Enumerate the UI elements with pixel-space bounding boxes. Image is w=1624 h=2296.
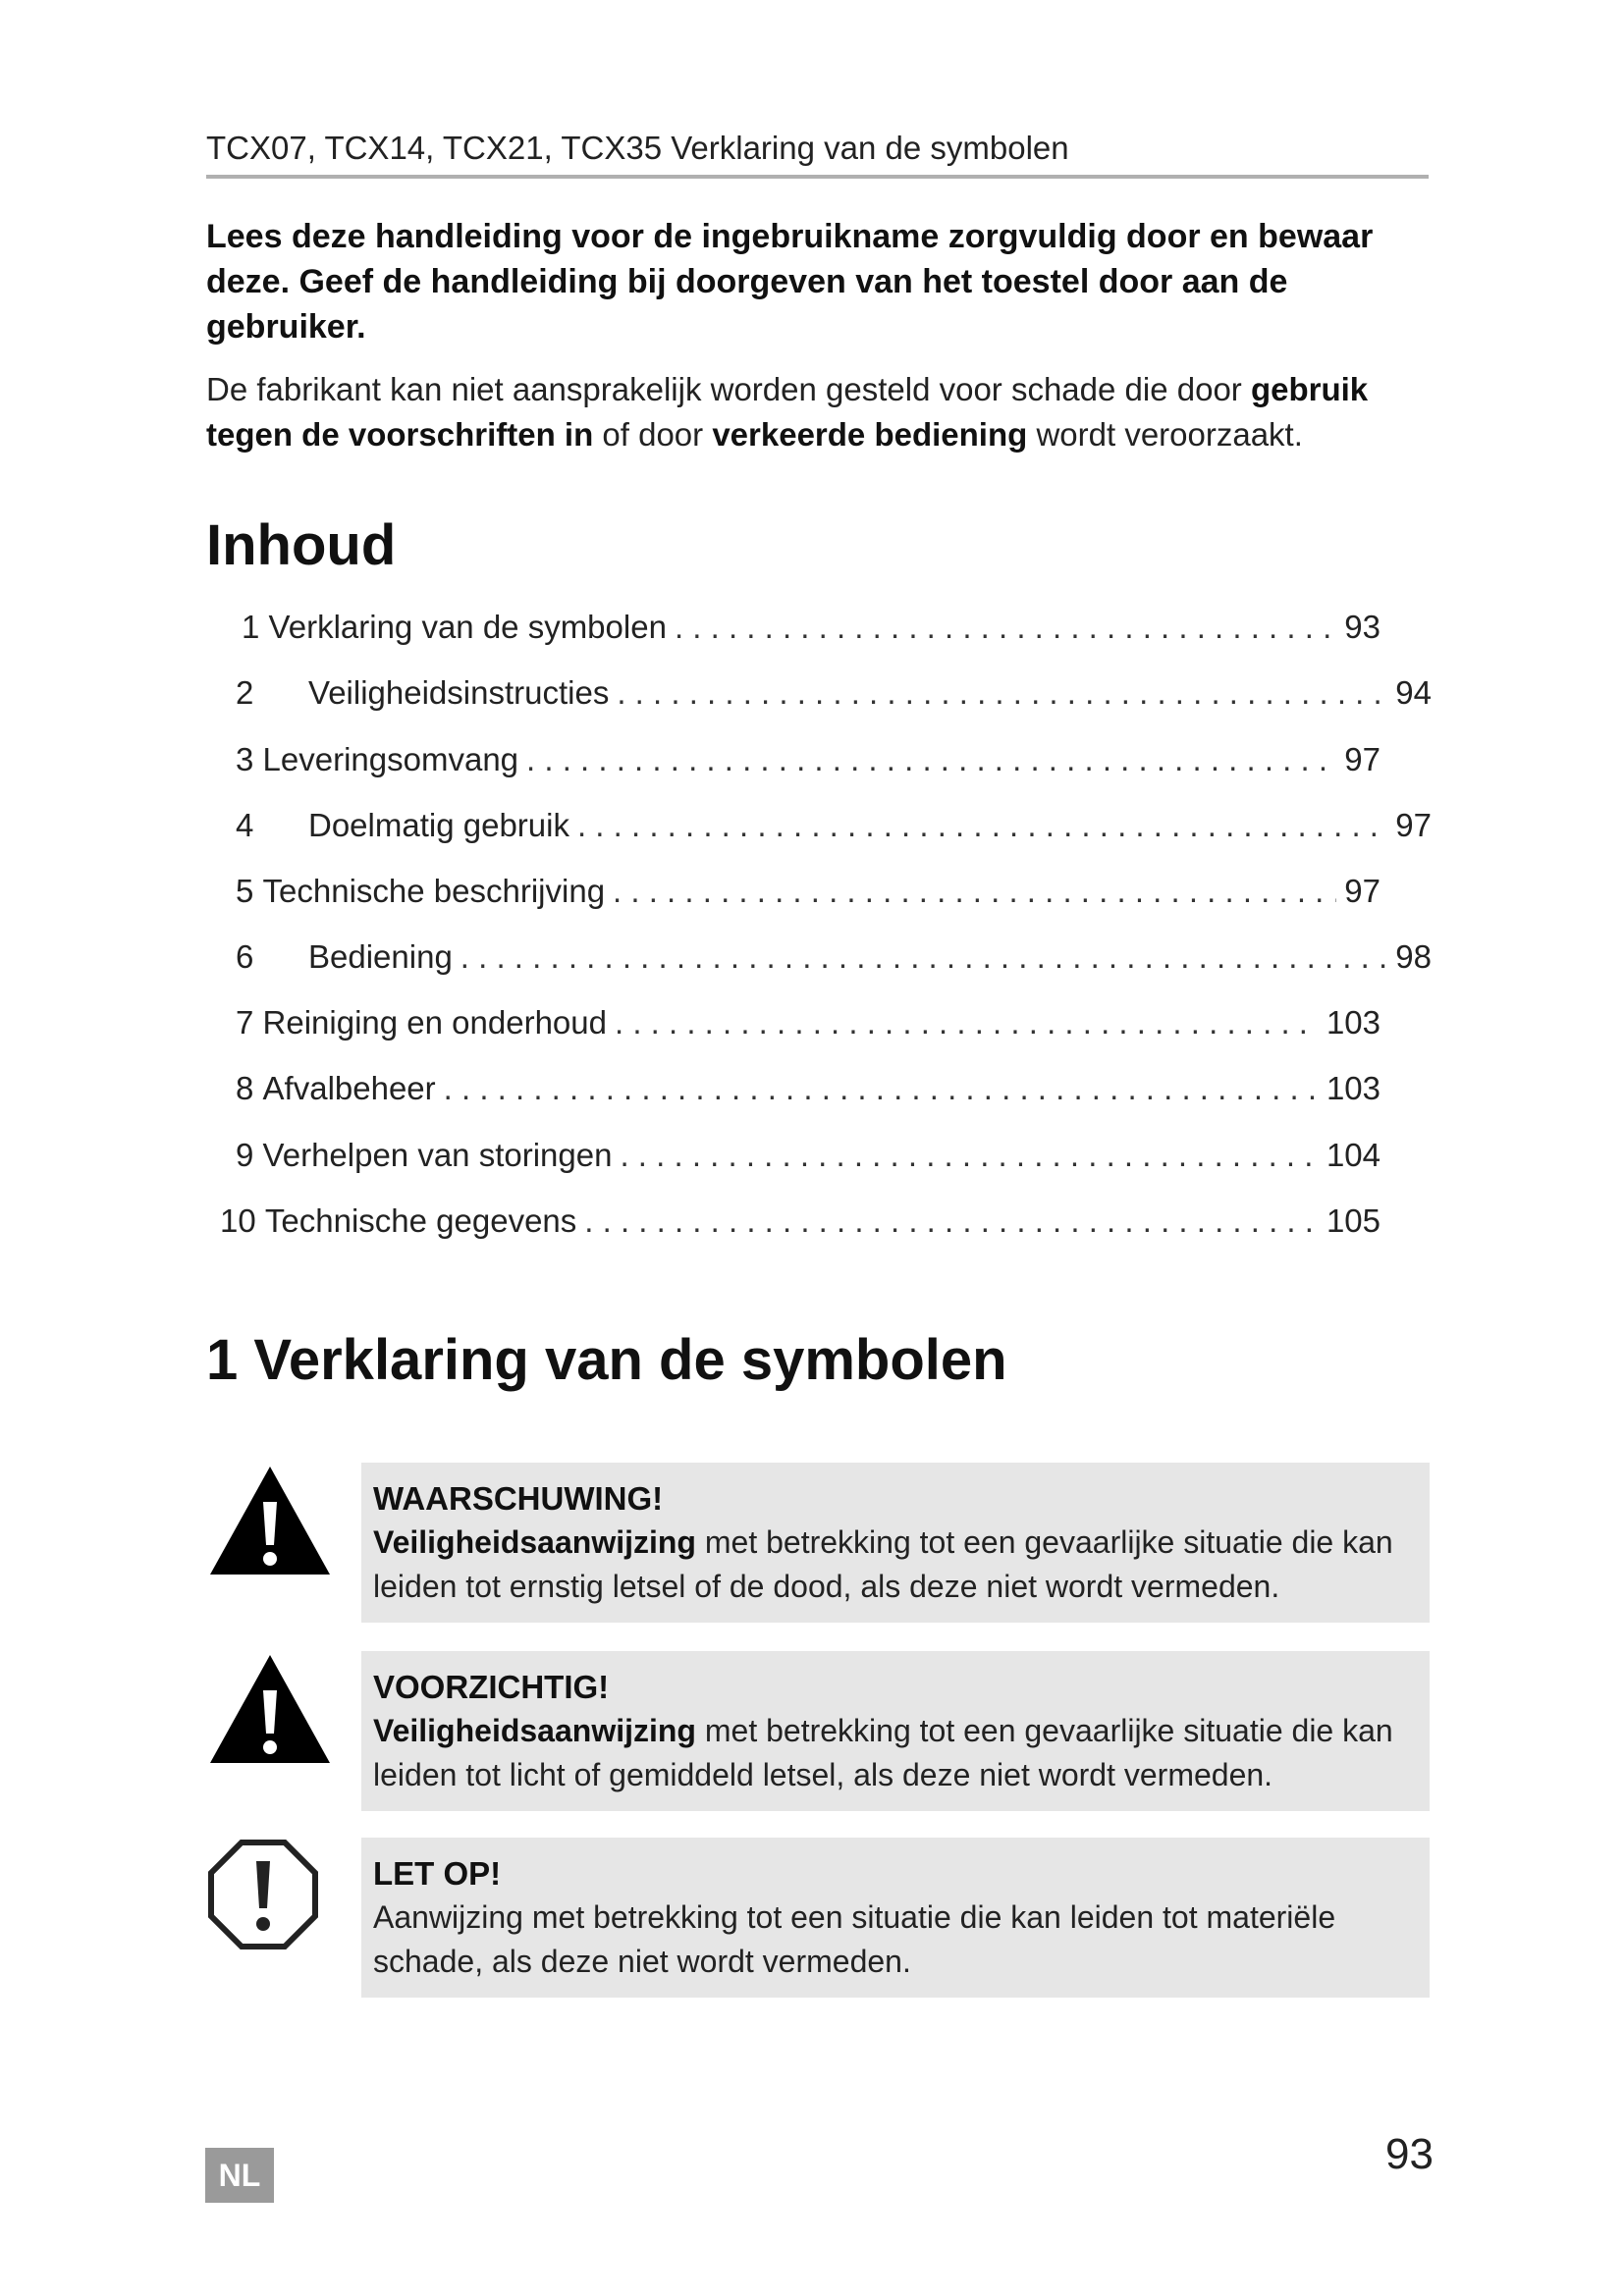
toc-leader-dots	[613, 873, 1336, 910]
toc-leader-dots	[620, 1137, 1318, 1174]
toc-leader-dots	[444, 1070, 1319, 1107]
caution-body: met betrekking tot een gevaarlijke situatie die kan leiden tot licht of gemiddeld letsel, als deze niet wordt vermeden.	[373, 1713, 1393, 1792]
material-damage-notice	[361, 1838, 1430, 1998]
toc-entry[interactable]	[236, 807, 1432, 854]
toc-entry[interactable]	[220, 1202, 1380, 1250]
toc-entry[interactable]	[236, 1070, 1380, 1117]
warning-title: WAARSCHUWING!	[373, 1480, 664, 1517]
caution-lead: Veiligheidsaanwijzing	[373, 1713, 696, 1748]
toc-entry[interactable]	[236, 674, 1432, 721]
toc-entry-page: 98	[1395, 938, 1432, 975]
toc-entry-number: 10	[220, 1202, 256, 1239]
section-1-title: 1 Verklaring van de symbolen	[206, 1328, 1007, 1392]
toc-entry-label: Verklaring van de symbolen	[268, 609, 667, 645]
toc-entry-label: Technische gegevens	[264, 1202, 577, 1239]
toc-entry-number: 9	[236, 1137, 254, 1173]
toc-entry-page: 105	[1326, 1202, 1380, 1239]
toc-entry[interactable]	[236, 741, 1380, 788]
liability-text-start: De fabrikant kan niet aansprakelijk worden gesteld voor schade die door	[206, 371, 1251, 407]
page-number: 93	[1385, 2130, 1434, 2178]
notice-title: LET OP!	[373, 1855, 502, 1892]
notice-text: Aanwijzing met betrekking tot een situatie die kan leiden tot materiële schade, als deze niet wordt vermeden.	[373, 1899, 1336, 1979]
caution-triangle-icon	[206, 1651, 334, 1769]
toc-entry-label: Technische beschrijving	[262, 873, 606, 909]
toc-entry[interactable]	[236, 873, 1380, 920]
toc-entry-number: 6	[236, 938, 254, 975]
toc-entry-number: 3	[236, 741, 254, 777]
liability-text-end: wordt veroorzaakt.	[1027, 416, 1303, 453]
toc-leader-dots	[577, 807, 1387, 844]
language-badge: NL	[205, 2148, 274, 2203]
toc-entry-page: 97	[1344, 741, 1380, 777]
toc-leader-dots	[526, 741, 1336, 778]
warning-triangle-icon	[206, 1463, 334, 1580]
toc-entry-label: Leveringsomvang	[262, 741, 519, 777]
caution-notice	[361, 1651, 1430, 1811]
toc-entry-label: Doelmatig gebruik	[308, 807, 569, 843]
toc-entry-number: 1	[242, 609, 260, 645]
toc-entry-number: 5	[236, 873, 254, 909]
toc-entry-label: Bediening	[308, 938, 453, 975]
running-header: TCX07, TCX14, TCX21, TCX35 Verklaring van de symbolen	[206, 130, 1429, 179]
toc-entry-page: 104	[1326, 1137, 1380, 1173]
toc-entry-page: 94	[1395, 674, 1432, 711]
warning-notice	[361, 1463, 1430, 1623]
toc-entry-label: Reiniging en onderhoud	[262, 1004, 607, 1041]
toc-entry-number: 2	[236, 674, 254, 711]
toc-entry-page: 93	[1344, 609, 1380, 645]
toc-entry[interactable]	[236, 938, 1432, 986]
toc-leader-dots	[675, 609, 1336, 646]
liability-text-mid: of door	[593, 416, 713, 453]
toc-entry-label: Veiligheidsinstructies	[308, 674, 610, 711]
warning-body: met betrekking tot een gevaarlijke situatie die kan leiden tot ernstig letsel of de dood, als deze niet wordt vermeden.	[373, 1524, 1393, 1604]
intro-bold-paragraph: Lees deze handleiding voor de ingebruikname zorgvuldig door en bewaar deze. Geef de handleiding bij doorgeven van het toestel door aan de gebruiker.	[206, 218, 1374, 346]
toc-entry-number: 8	[236, 1070, 254, 1106]
warning-lead: Veiligheidsaanwijzing	[373, 1524, 696, 1560]
toc-leader-dots	[615, 1004, 1319, 1041]
toc-entry-label: Verhelpen van storingen	[262, 1137, 613, 1173]
toc-entry-page: 103	[1326, 1070, 1380, 1106]
toc-leader-dots	[460, 938, 1387, 976]
toc-entry-page: 97	[1395, 807, 1432, 843]
toc-title: Inhoud	[206, 513, 397, 577]
caution-text	[373, 1709, 1416, 1797]
toc-entry-number: 7	[236, 1004, 254, 1041]
toc-entry-page: 103	[1326, 1004, 1380, 1041]
caution-title: VOORZICHTIG!	[373, 1669, 610, 1705]
octagon-exclamation-icon	[206, 1838, 320, 1951]
liability-bold-operation: verkeerde bediening	[712, 416, 1028, 453]
toc-entry-number: 4	[236, 807, 254, 843]
toc-entry[interactable]	[242, 609, 1380, 656]
toc-entry[interactable]	[236, 1004, 1380, 1051]
liability-paragraph	[206, 367, 1434, 457]
toc-leader-dots	[617, 674, 1387, 712]
toc-entry-label: Afvalbeheer	[262, 1070, 436, 1106]
toc-entry[interactable]	[236, 1137, 1380, 1184]
toc-leader-dots	[584, 1202, 1319, 1240]
liability-bold-misuse: gebruik tegen de voorschriften in	[206, 371, 1369, 453]
toc-entry-page: 97	[1344, 873, 1380, 909]
warning-text	[373, 1521, 1416, 1609]
